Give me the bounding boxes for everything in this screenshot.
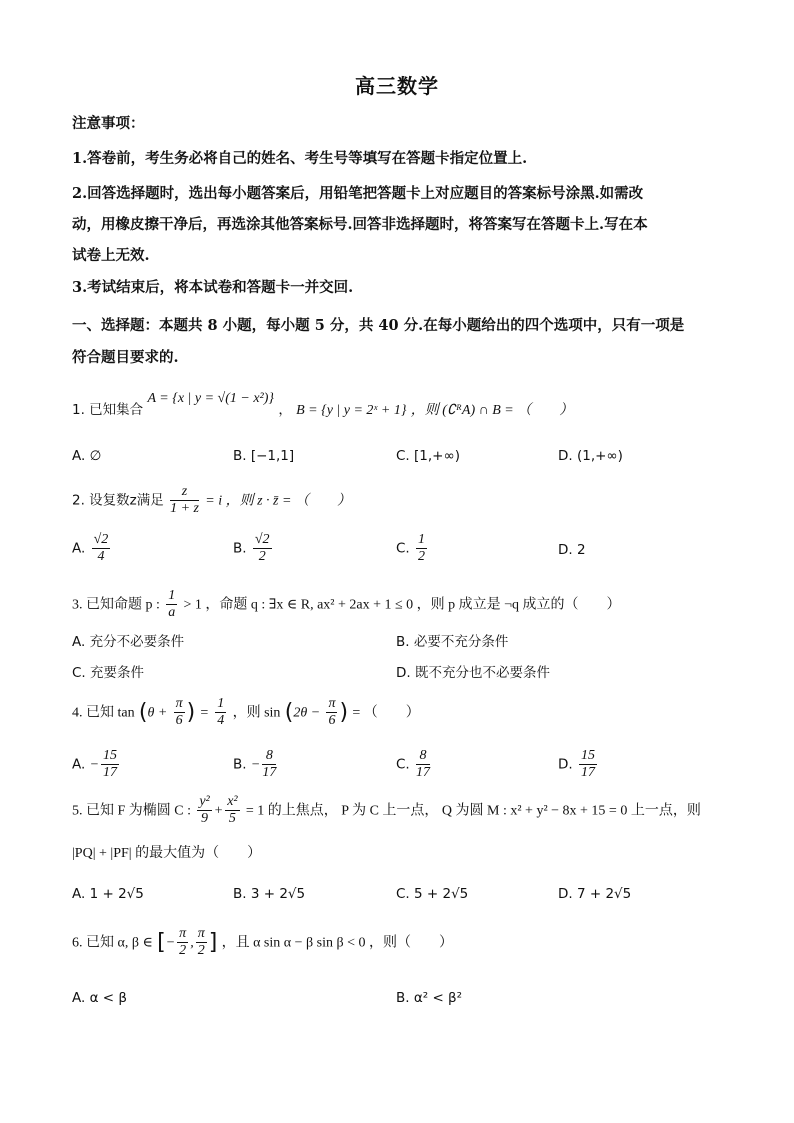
q5-line-2: |PQ| + |PF| 的最大值为（ ） [72, 846, 262, 861]
q4-option-d: D. $\frac{15}{17}$ [558, 748, 595, 781]
q6-option-b: B. α² < β² [396, 990, 463, 1006]
q2-option-c: C. $\frac{1}{2}$ [396, 532, 426, 565]
q2-option-b: B. $\frac{√2}{2}$ [233, 532, 270, 565]
q2-option-d: D. 2 [558, 542, 586, 558]
q3-option-d: D. 既不充分也不必要条件 [396, 665, 550, 681]
q1-option-d: D. (1,+∞) [558, 448, 623, 464]
q5-option-d: D. 7 + 2√5 [558, 886, 632, 902]
q3-option-c: C. 充要条件 [72, 665, 145, 681]
q3-text-b: > 1 ，命题 q : ∃x ∈ R, ax² + 2ax + 1 ≤ 0 ，则 p 成立是 ¬q 成立的（ ） [183, 597, 621, 613]
question-5: 5. 已知 F 为椭圆 C : $\frac{\text{y²}}{9}$ + $\frac{\text{x²}}{5}$ = 1 的上焦点， P 为 C 上一点， Q 为圆 M : x² + y² − 8x + 15 = 0 上一点，则 [72, 794, 701, 827]
q1-tail: ，则 (∁ᴿA) ∩ B = （ ） [410, 403, 574, 418]
question-2 [72, 484, 351, 517]
q1-set-b: B = {y | y = 2ˣ + 1} [296, 403, 407, 418]
note-2-line-3: 试卷上无效. [72, 247, 150, 264]
q2-frac-den: 1 + z [170, 501, 199, 517]
question-1: 1. 已知集合 A = {x | y = √(1 − x²)} ， B = {y | y = 2ˣ + 1} ，则 (∁ᴿA) ∩ B = （ ） [72, 391, 574, 418]
section-heading-line-2: 符合题目要求的. [72, 349, 179, 366]
q1-prefix: 1. 已知集合 [72, 402, 144, 418]
q2-prefix: 2. 设复数z满足 [72, 492, 164, 509]
q2-option-a: A. $\frac{√2}{4}$ [72, 532, 109, 565]
q1-option-b: B. [−1,1] [233, 448, 295, 464]
q5-option-b: B. 3 + 2√5 [233, 886, 306, 902]
note-2-line-2: 动，用橡皮擦干净后，再选涂其他答案标号.回答非选择题时，将答案写在答题卡上.写在本 [72, 216, 648, 233]
q5-option-a: A. 1 + 2√5 [72, 886, 144, 902]
question-6: 6. 已知 α, β ∈ [− $\frac{\pi}{2}$ , $\frac{\pi}{2}$ ] ，且 α sin α − β sin β < 0 ，则（ ） [72, 926, 453, 959]
q2-fraction [170, 484, 199, 517]
q1-set-a: A = {x | y = √(1 − x²)} [147, 391, 275, 406]
q4-option-c: C. $\frac{8}{17}$ [396, 748, 431, 781]
question-4: 4. 已知 tan (θ + $\frac{\pi}{6}$ ) = $\frac{1}{4}$ ，则 sin (2θ − $\frac{\pi}{6}$ ) = （ ） [72, 696, 420, 729]
q3-fraction: $\frac{1}{a}$ [168, 588, 176, 621]
q4-option-a: A. − $\frac{15}{17}$ [72, 748, 118, 781]
note-1: 1.答卷前，考生务必将自己的姓名、考生号等填写在答题卡指定位置上. [72, 150, 528, 167]
question-3 [72, 588, 621, 621]
note-2-line-1: 2.回答选择题时，选出每小题答案后，用铅笔把答题卡上对应题目的答案标号涂黑.如需改 [72, 185, 644, 202]
q2-frac-num: z [170, 484, 199, 501]
q3-option-b: B. 必要不充分条件 [396, 634, 509, 650]
q6-option-a: A. α < β [72, 990, 127, 1006]
q2-mid: = i ，则 z · z̄ = （ ） [205, 493, 351, 509]
q3-text-a: 3. 已知命题 p : [72, 597, 160, 613]
q1-option-c: C. [1,+∞) [396, 448, 460, 464]
q3-option-a: A. 充分不必要条件 [72, 634, 185, 650]
page-title: 高三数学 [355, 74, 439, 98]
q4-option-b: B. − $\frac{8}{17}$ [233, 748, 277, 781]
section-heading-line-1: 一、选择题：本题共 8 小题，每小题 5 分，共 40 分.在每小题给出的四个选项中，只有一项是 [72, 317, 685, 334]
q1-option-a: A. ∅ [72, 448, 102, 464]
q5-option-c: C. 5 + 2√5 [396, 886, 469, 902]
note-3: 3.考试结束后，将本试卷和答题卡一并交回. [72, 279, 354, 296]
notes-heading: 注意事项： [72, 115, 145, 132]
